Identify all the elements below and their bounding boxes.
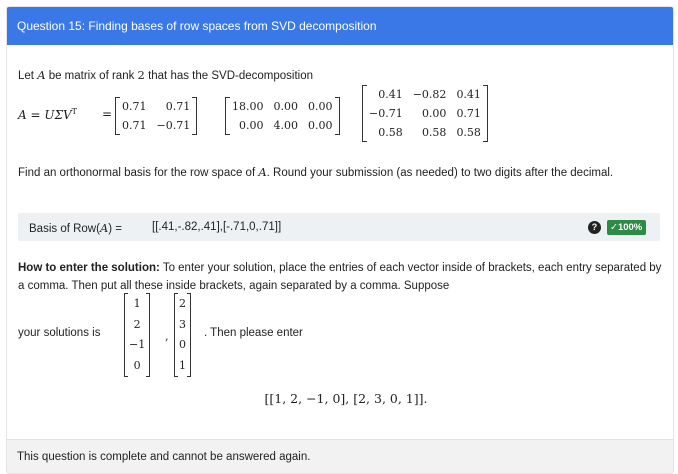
matrix-sigma-entry: 0.00 bbox=[308, 100, 333, 113]
answer-row bbox=[18, 213, 660, 241]
equation-equals: = bbox=[102, 107, 113, 121]
example-tail: . Then please enter bbox=[204, 327, 303, 339]
question-header bbox=[7, 7, 673, 45]
example-vector-1-entry: −1 bbox=[129, 338, 146, 351]
question-text-before: Find an orthonormal basis for the row space of bbox=[18, 167, 259, 179]
example-vector-2 bbox=[174, 293, 191, 377]
example-vector-2-entry: 2 bbox=[179, 297, 186, 310]
help-icon[interactable]: ? bbox=[588, 221, 601, 234]
matrix-u-entry: 0.71 bbox=[122, 119, 147, 132]
example-vector-2-entry: 0 bbox=[179, 338, 186, 351]
matrix-u-entry: 0.71 bbox=[165, 100, 191, 113]
equation-lhs-sup: T bbox=[71, 107, 77, 116]
score-badge: ✓100% bbox=[607, 220, 646, 235]
example-vector-1 bbox=[124, 293, 150, 377]
intro-after: be matrix of rank bbox=[45, 70, 138, 82]
matrix-vt-entry: 0.71 bbox=[456, 107, 481, 120]
example-comma: , bbox=[165, 329, 169, 343]
matrix-sigma bbox=[225, 97, 340, 135]
matrix-vt-entry: −0.71 bbox=[369, 107, 403, 120]
example-vector-1-entry: 1 bbox=[133, 297, 141, 310]
footer-text: This question is complete and cannot be answered again. bbox=[17, 451, 311, 463]
matrix-sigma-entry: 18.00 bbox=[232, 100, 264, 113]
matrix-sigma-entry: 0.00 bbox=[273, 100, 298, 113]
answer-label bbox=[29, 221, 122, 235]
matrix-sigma-entry: 0.00 bbox=[308, 119, 333, 132]
intro-before: Let bbox=[18, 70, 38, 82]
question-card bbox=[6, 6, 674, 474]
matrix-vt bbox=[362, 85, 488, 142]
matrix-vt-entry: 0.41 bbox=[378, 88, 403, 101]
example-final: [[1, 2, −1, 0], [2, 3, 0, 1]]. bbox=[264, 391, 428, 406]
example-row bbox=[18, 289, 668, 379]
matrix-vt-entry: −0.82 bbox=[412, 88, 447, 101]
howto-body: To enter your solution, place the entries of each vector inside of brackets, each entry separated by a comma. Then put all these inside brackets, again separated by a comma. Suppose bbox=[18, 262, 662, 292]
answer-label-var: A bbox=[99, 221, 109, 235]
matrix-vt-entry: 0.00 bbox=[421, 107, 447, 120]
answer-label-after: ) = bbox=[108, 223, 122, 235]
question-text bbox=[18, 163, 668, 182]
example-vector-1-entry: 0 bbox=[133, 358, 141, 372]
matrix-vt-entry: 0.58 bbox=[456, 126, 481, 139]
intro-rank: 2 bbox=[137, 68, 145, 82]
matrix-sigma-entry: 0.00 bbox=[239, 119, 264, 132]
intro-text bbox=[18, 68, 313, 82]
matrix-u bbox=[115, 97, 197, 135]
completion-footer bbox=[7, 439, 674, 474]
intro-var: A bbox=[37, 68, 46, 82]
example-vector-1-entry: 2 bbox=[133, 317, 141, 331]
example-lead: your solutions is bbox=[18, 327, 101, 339]
question-text-after: . Round your submission (as needed) to two digits after the decimal. bbox=[266, 167, 614, 179]
matrix-vt-entry: 0.58 bbox=[421, 126, 447, 139]
question-title: Question 15: Finding bases of row spaces from SVD decomposition bbox=[17, 19, 377, 33]
matrix-vt-entry: 0.58 bbox=[378, 126, 403, 139]
matrix-vt-entry: 0.41 bbox=[456, 88, 481, 101]
answer-field[interactable]: [[.41,-.82,.41],[-.71,0,.71]] bbox=[152, 221, 282, 233]
matrix-u-entry: 0.71 bbox=[122, 100, 147, 113]
howto-heading: How to enter the solution: bbox=[18, 262, 160, 274]
equation-lhs-text: A = UΣV bbox=[18, 108, 72, 122]
matrix-sigma-entry: 4.00 bbox=[273, 119, 298, 132]
intro-tail: that has the SVD-decomposition bbox=[144, 70, 313, 82]
example-vector-2-entry: 1 bbox=[179, 358, 186, 372]
question-var: A bbox=[258, 165, 267, 179]
answer-label-before: Basis of Row( bbox=[29, 223, 100, 235]
matrix-u-entry: −0.71 bbox=[156, 119, 191, 132]
equation-lhs bbox=[18, 107, 77, 122]
example-vector-2-entry: 3 bbox=[179, 317, 186, 331]
